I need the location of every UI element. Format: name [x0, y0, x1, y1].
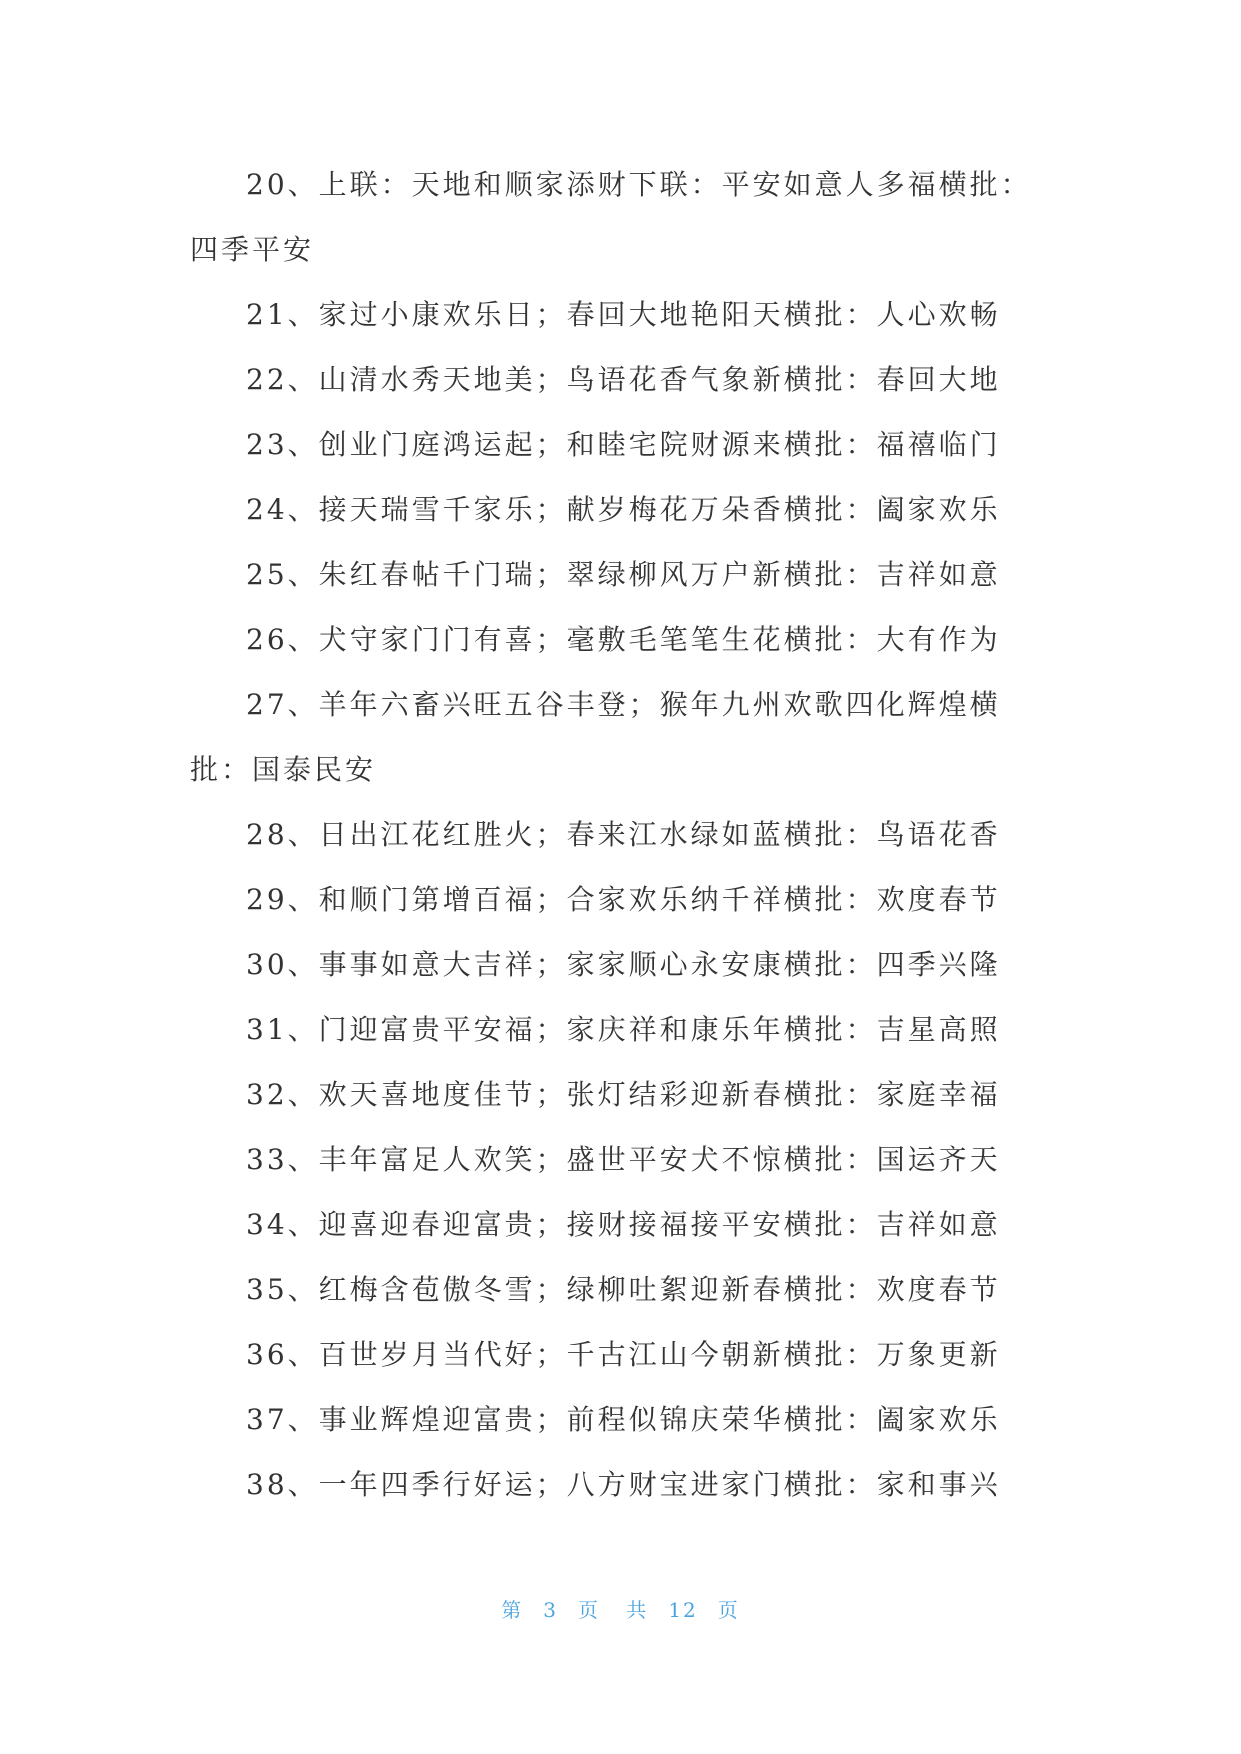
page-label-prefix: 第 — [501, 1598, 524, 1622]
couplet-entry-31: 31、门迎富贵平安福；家庆祥和康乐年横批：吉星高照 — [246, 1013, 1001, 1046]
couplet-entry-22: 22、山清水秀天地美；鸟语花香气象新横批：春回大地 — [246, 363, 1001, 396]
couplet-entry-28: 28、日出江花红胜火；春来江水绿如蓝横批：鸟语花香 — [246, 818, 1001, 851]
couplet-entry-30: 30、事事如意大吉祥；家家顺心永安康横批：四季兴隆 — [246, 948, 1001, 981]
current-page-number: 3 — [543, 1598, 558, 1622]
page-label-middle: 页 共 — [577, 1598, 649, 1622]
couplet-entry-25: 25、朱红春帖千门瑞；翠绿柳风万户新横批：吉祥如意 — [246, 558, 1001, 591]
total-pages-number: 12 — [668, 1598, 698, 1622]
document-body — [190, 152, 1040, 1517]
couplet-entry-38: 38、一年四季行好运；八方财宝进家门横批：家和事兴 — [246, 1468, 1001, 1501]
couplet-entry-27: 27、羊年六畜兴旺五谷丰登；猴年九州欢歌四化辉煌横批：国泰民安 — [190, 688, 1001, 786]
couplet-entry-24: 24、接天瑞雪千家乐；献岁梅花万朵香横批：阖家欢乐 — [246, 493, 1001, 526]
couplet-entry-33: 33、丰年富足人欢笑；盛世平安犬不惊横批：国运齐天 — [246, 1143, 1001, 1176]
couplet-entry-21: 21、家过小康欢乐日；春回大地艳阳天横批：人心欢畅 — [246, 298, 1001, 331]
couplet-entry-26: 26、犬守家门门有喜；毫敷毛笔笔生花横批：大有作为 — [246, 623, 1001, 656]
couplet-entry-36: 36、百世岁月当代好；千古江山今朝新横批：万象更新 — [246, 1338, 1001, 1371]
couplet-entry-23: 23、创业门庭鸿运起；和睦宅院财源来横批：福禧临门 — [246, 428, 1001, 461]
page-footer — [0, 1594, 1241, 1623]
couplet-entry-29: 29、和顺门第增百福；合家欢乐纳千祥横批：欢度春节 — [246, 883, 1001, 916]
couplet-entry-32: 32、欢天喜地度佳节；张灯结彩迎新春横批：家庭幸福 — [246, 1078, 1001, 1111]
page-label-suffix: 页 — [717, 1598, 740, 1622]
couplet-entry-35: 35、红梅含苞傲冬雪；绿柳吐絮迎新春横批：欢度春节 — [246, 1273, 1001, 1306]
couplet-entry-34: 34、迎喜迎春迎富贵；接财接福接平安横批：吉祥如意 — [246, 1208, 1001, 1241]
couplet-entry-20: 20、上联：天地和顺家添财下联：平安如意人多福横批：四季平安 — [190, 168, 1032, 266]
couplet-entry-37: 37、事业辉煌迎富贵；前程似锦庆荣华横批：阖家欢乐 — [246, 1403, 1001, 1436]
